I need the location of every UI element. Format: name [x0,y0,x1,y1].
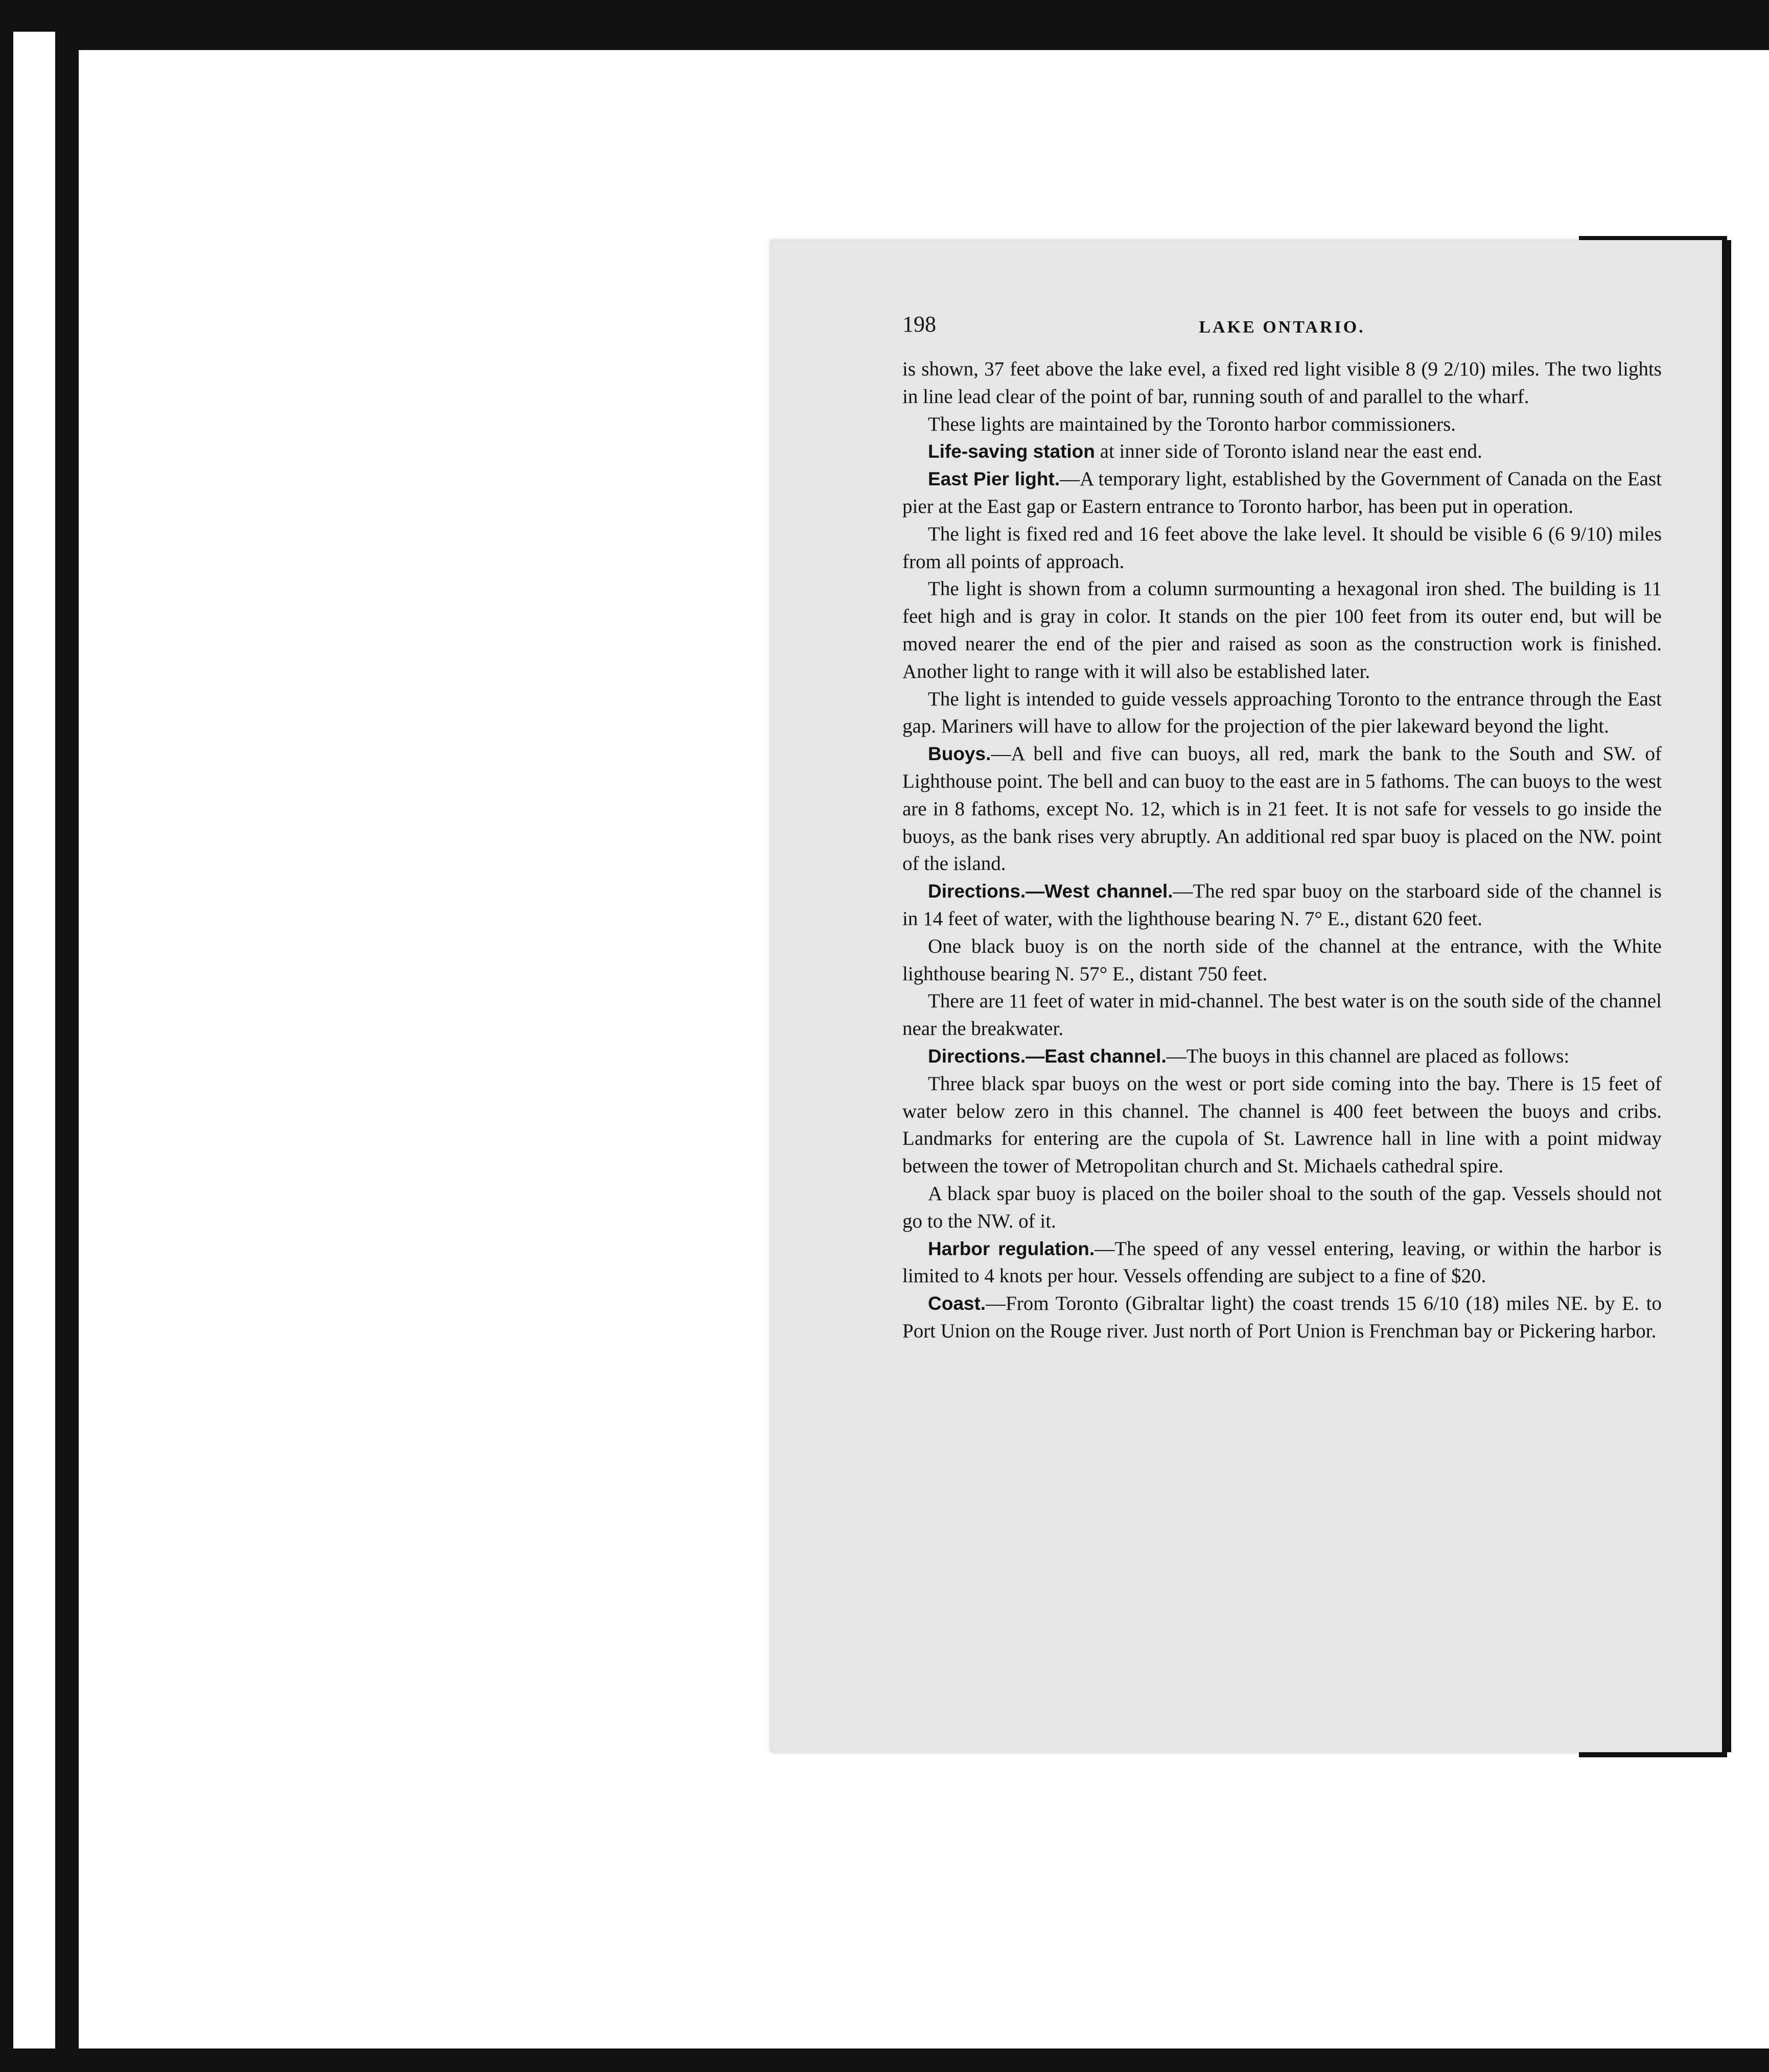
paragraph [902,521,1662,576]
run-in-heading: Directions.—West channel. [928,881,1173,902]
film-edge-mark [0,960,11,968]
paragraph [902,1180,1662,1235]
paragraph [902,740,1662,878]
paragraph [902,438,1662,465]
paragraph-text: —A temporary light, established by the Government of Canada on the East pier at the East gap or Eastern entrance to Toronto harbor, has been put in operation. [902,468,1662,517]
film-edge-mark [0,1379,11,1386]
paragraph-text: —The red spar buoy on the starboard side of the channel is in 14 feet of water, with the lighthouse bearing N. 7° E., distant 620 feet. [902,880,1662,930]
film-edge-mark [0,92,11,99]
paragraph [902,465,1662,521]
run-in-heading: East Pier light. [928,468,1060,490]
running-title: LAKE ONTARIO. [1199,318,1365,337]
paragraph-text: —From Toronto (Gibraltar light) the coast trends 15 6/10 (18) miles NE. by E. to Port Union on the Rouge river. Just north of Port Union is Frenchman bay or Pickering harbor. [902,1292,1662,1342]
page-header [902,307,1662,356]
paragraph [902,356,1662,411]
run-in-heading: Harbor regulation. [928,1238,1095,1259]
paragraph-text: The light is fixed red and 16 feet above the lake level. It should be visible 6 (6 9/10) miles from all points of approach. [902,523,1662,573]
page-right-edge [1722,240,1731,1752]
paragraph [902,411,1662,438]
paragraph [902,1070,1662,1180]
run-in-heading: Coast. [928,1293,986,1314]
paragraph [902,1235,1662,1290]
film-border-top [0,0,1769,32]
paragraph-text: is shown, 37 feet above the lake evel, a fixed red light visible 8 (9 2/10) miles. The two lights in line lead clear of the point of bar, running south of and parallel to the wharf. [902,358,1662,408]
paragraph-text: —The speed of any vessel entering, leaving, or within the harbor is limited to 4 knots per hour. Vessels offending are subject to a fine of $20. [902,1237,1662,1287]
run-in-heading: Buoys. [928,743,991,765]
film-border-bottom [0,2049,1769,2072]
page-number: 198 [902,312,936,337]
paragraph [902,987,1662,1043]
paragraph [902,1043,1662,1070]
paragraph [902,575,1662,685]
film-edge-mark [0,1762,11,1770]
paragraph [902,686,1662,741]
paragraph-text: There are 11 feet of water in mid-channel. The best water is on the south side of the channel near the breakwater. [902,990,1662,1040]
paragraph-text: —A bell and five can buoys, all red, mark the bank to the South and SW. of Lighthouse point. The bell and can buoy to the east are in 5 fathoms. The can buoys to the west are in 8 fathoms, except No. 12, which is in 21 feet. It is not safe for vessels to go inside the buoys, as the bank rises very abruptly. An additional red spar buoy is placed on the NW. point of the island. [902,743,1662,875]
film-border-left-inner [55,32,79,2072]
film-border-left [0,0,13,2072]
paragraph [902,933,1662,988]
book-page [771,240,1722,1752]
run-in-heading: Directions.—East channel. [928,1045,1167,1067]
paragraph [902,1290,1662,1345]
page-clip-bottom [1579,1752,1727,1757]
page-text-block [902,307,1662,1345]
paragraph-text: One black buoy is on the north side of the channel at the entrance, with the White lighthouse bearing N. 57° E., distant 750 feet. [902,935,1662,985]
paragraph-text: These lights are maintained by the Toronto harbor commissioners. [928,413,1456,435]
film-edge-mark [0,664,11,671]
film-border-top-inner [55,32,1769,50]
film-edge-mark [0,388,11,395]
paragraph-text: at inner side of Toronto island near the east end. [1095,440,1482,463]
paragraph-text: A black spar buoy is placed on the boiler shoal to the south of the gap. Vessels should not go to the NW. of it. [902,1182,1662,1232]
paragraph [902,878,1662,933]
paragraph-text: The light is shown from a column surmounting a hexagonal iron shed. The building is 11 feet high and is gray in color. It stands on the pier 100 feet from its outer end, but will be moved nearer the end of the pier and raised as soon as the construction work is finished. Another light to range with it will also be established later. [902,578,1662,682]
paragraph-text: —The buoys in this channel are placed as follows: [1166,1045,1570,1067]
paragraph-text: The light is intended to guide vessels approaching Toronto to the entrance through the East gap. Mariners will have to allow for the projection of the pier lakeward beyond the light. [902,688,1662,738]
run-in-heading: Life-saving station [928,441,1095,462]
paragraph-text: Three black spar buoys on the west or port side coming into the bay. There is 15 feet of water below zero in this channel. The channel is 400 feet between the buoys and cribs. Landmarks for entering are the cupola of St. Lawrence hall in line with a point midway between the tower of Metropolitan church and St. Michaels cathedral spire. [902,1072,1662,1178]
